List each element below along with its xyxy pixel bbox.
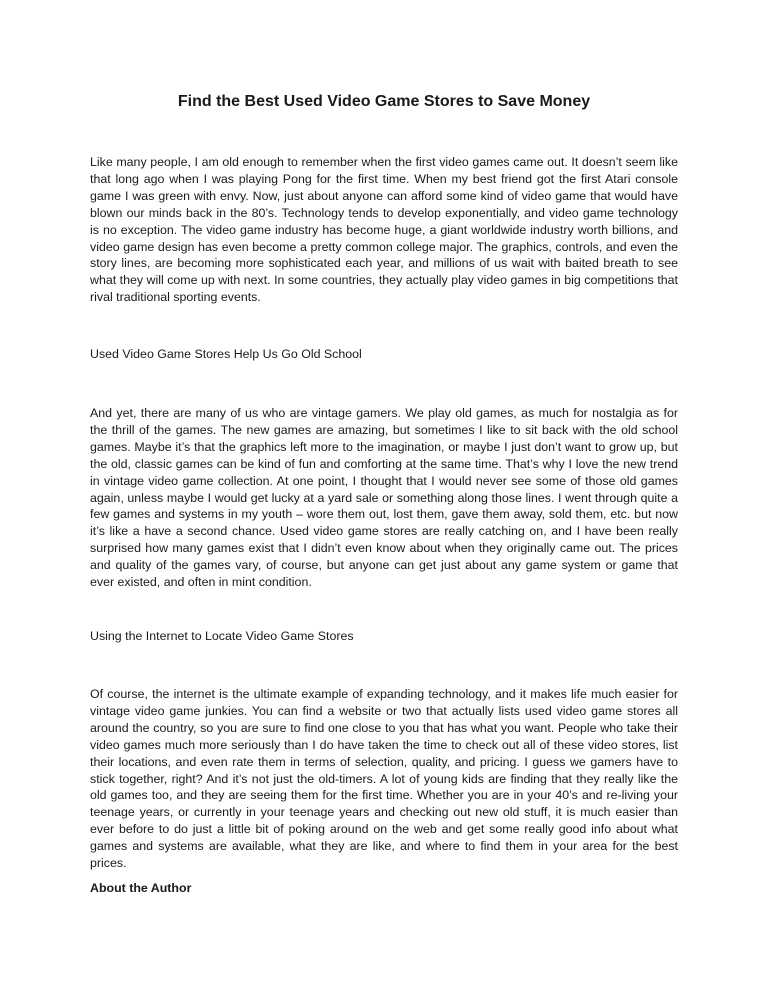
section-heading-internet: Using the Internet to Locate Video Game Stores: [90, 629, 354, 643]
section-heading-old-school: Used Video Game Stores Help Us Go Old School: [90, 347, 362, 361]
intro-paragraph: Like many people, I am old enough to remember when the first video games came out. It doesn’t seem like that long ago when I was playing Pong for the first time. When my best friend got the first Atari console game I was green with envy. Now, just about anyone can afford some kind of video game that would have blown our minds back in the 80’s. Technology tends to develop exponentially, and video game technology is no exception. The video game industry has become huge, a giant worldwide industry worth billions, and video game design has even become a pretty common college major. The graphics, controls, and even the story lines, are becoming more sophisticated each year, and millions of us wait with baited breath to see what they will come up with next. In some countries, they actually play video games in big competitions that rival traditional sporting events.: [90, 155, 678, 305]
section-body-old-school: And yet, there are many of us who are vintage gamers. We play old games, as much for nostalgia as for the thrill of the games. The new games are amazing, but sometimes I like to sit back with the old school games. Maybe it’s that the graphics left more to the imagination, or maybe I just don’t want to grow up, but the old, classic games can be kind of fun and comforting at the same time. That’s why I love the new trend in vintage video game collection. At one point, I thought that I would never see some of those old games again, unless maybe I would get lucky at a yard sale or something along those lines. I went through quite a few games and systems in my youth – wore them out, lost them, gave them away, sold them, etc. but now it’s like a have a second chance. Used video game stores are really catching on, and I have been really surprised how many games exist that I didn’t even know about when they originally came out. The prices and quality of the games vary, of course, but anyone can get just about any game system or game that ever existed, and often in mint condition.: [90, 406, 678, 590]
about-author-heading: About the Author: [90, 881, 192, 895]
document-title: Find the Best Used Video Game Stores to Save Money: [177, 93, 591, 110]
section-body-internet: Of course, the internet is the ultimate example of expanding technology, and it makes life much easier for vintage video game junkies. You can find a website or two that actually lists used video game stores all around the country, so you are sure to find one close to you that has what you want. People who take their video games much more seriously than I do have taken the time to check out all of these video stores, list their locations, and even rate them in terms of selection, quality, and pricing. I guess we gamers have to stick together, right? And it’s not just the old-timers. A lot of young kids are finding that they really like the old games too, and they are seeing them for the first time. Whether you are in your 40’s and re-living your teenage years, or currently in your teenage years and checking out new old stuff, it is much easier than ever before to do just a little bit of poking around on the web and get some really good info about what games and systems are available, what they are like, and where to find them in your area for the best prices.: [90, 687, 678, 871]
